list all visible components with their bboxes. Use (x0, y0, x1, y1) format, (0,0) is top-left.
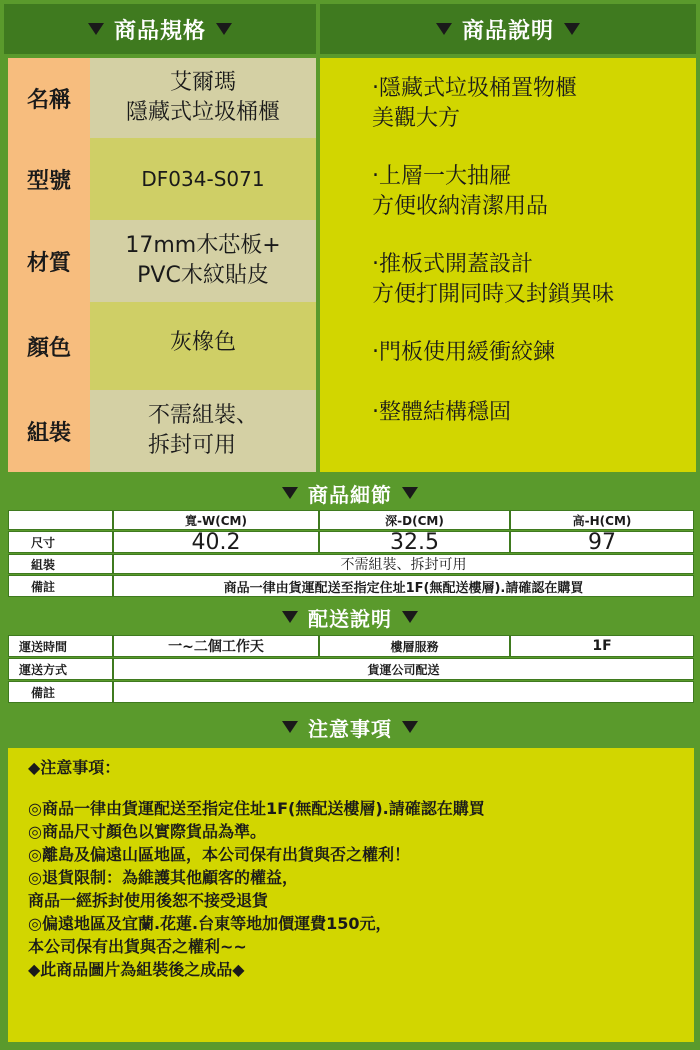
triangle-down-icon (282, 721, 298, 733)
triangle-down-icon (402, 611, 418, 623)
shipping-header-text: 配送說明 (308, 606, 392, 631)
spec-header (4, 4, 316, 54)
shipping-note-value (113, 681, 694, 703)
shipping-note-label: 備註 (8, 681, 113, 703)
shipping-header (0, 602, 700, 632)
details-header-text: 商品細節 (308, 482, 392, 507)
description-item: ‧整體結構穩固 (372, 400, 511, 425)
spec-label-color (8, 302, 90, 390)
triangle-down-icon (282, 611, 298, 623)
notice-header (0, 708, 700, 746)
triangle-down-icon (564, 23, 580, 35)
details-depth-value: 32.5 (319, 531, 510, 553)
spec-header-text: 商品規格 (113, 18, 206, 44)
spec-label-text: 組裝 (26, 420, 71, 446)
shipping-method-value: 貨運公司配送 (113, 658, 694, 680)
triangle-down-icon (282, 487, 298, 499)
spec-label-text: 顏色 (26, 335, 71, 361)
details-col-width: 寬-W(CM) (113, 510, 319, 530)
notice-title: ◆注意事項： (28, 758, 121, 777)
triangle-down-icon (436, 23, 452, 35)
details-col-height: 高-H(CM) (510, 510, 694, 530)
notice-panel (8, 748, 694, 1042)
spec-label-text: 材質 (26, 250, 71, 276)
shipping-floor-value: 1F (510, 635, 694, 657)
shipping-time-value: 一~二個工作天 (113, 635, 319, 657)
spec-label-assembly (8, 390, 90, 472)
details-note-label: 備註 (8, 575, 113, 597)
details-height-value: 97 (510, 531, 694, 553)
description-item: ‧門板使用緩衝絞鍊 (372, 340, 555, 365)
details-assembly-label: 組裝 (8, 554, 113, 574)
description-item: ‧上層一大抽屜 方便收納清潔用品 (372, 164, 549, 219)
shipping-time-label: 運送時間 (8, 635, 113, 657)
details-width-value: 40.2 (113, 531, 319, 553)
details-corner-cell (8, 510, 113, 530)
spec-label-model (8, 138, 90, 220)
spec-value-material: 17mm木芯板+ PVC木紋貼皮 (90, 220, 316, 302)
spec-label-text: 型號 (26, 168, 71, 194)
spec-value-color: 灰橡色 (90, 302, 316, 390)
details-size-label: 尺寸 (8, 531, 113, 553)
triangle-down-icon (216, 23, 232, 35)
spec-value-model: DF034-S071 (90, 138, 316, 220)
spec-value-name: 艾爾瑪 隱藏式垃圾桶櫃 (90, 58, 316, 138)
description-header (320, 4, 696, 54)
shipping-floor-label: 樓層服務 (319, 635, 510, 657)
description-header-text: 商品說明 (461, 18, 554, 44)
triangle-down-icon (402, 487, 418, 499)
spec-label-text: 名稱 (26, 87, 71, 113)
description-panel (320, 58, 696, 472)
triangle-down-icon (402, 721, 418, 733)
shipping-method-label: 運送方式 (8, 658, 113, 680)
details-assembly-value: 不需組裝、拆封可用 (113, 554, 694, 574)
spec-label-name (8, 58, 90, 138)
description-item: ‧推板式開蓋設計 方便打開同時又封鎖異味 (372, 252, 615, 307)
notice-header-text: 注意事項 (308, 716, 392, 741)
details-note-value: 商品一律由貨運配送至指定住址1F(無配送樓層).請確認在購買 (113, 575, 694, 597)
spec-value-assembly: 不需組裝、 拆封可用 (90, 390, 316, 472)
description-item: ‧隱藏式垃圾桶置物櫃 美觀大方 (372, 76, 577, 131)
details-col-depth: 深-D(CM) (319, 510, 510, 530)
details-header (0, 478, 700, 508)
spec-label-material (8, 220, 90, 302)
notice-lines: ◎商品一律由貨運配送至指定住址1F(無配送樓層).請確認在購買 ◎商品尺寸顏色以實際貨品為準。 ◎離島及偏遠山區地區，本公司保有出貨與否之權利！ ◎退貨限制：為維護其他顧客的權益， 商品一經拆封使用後恕不接受退貨 ◎偏遠地區及宜蘭.花蓮.台東等地加價運費150元， 本公司保有出貨與否之權利~~ ◆此商品圖片為組裝後之成品◆ (28, 799, 485, 979)
triangle-down-icon (88, 23, 104, 35)
